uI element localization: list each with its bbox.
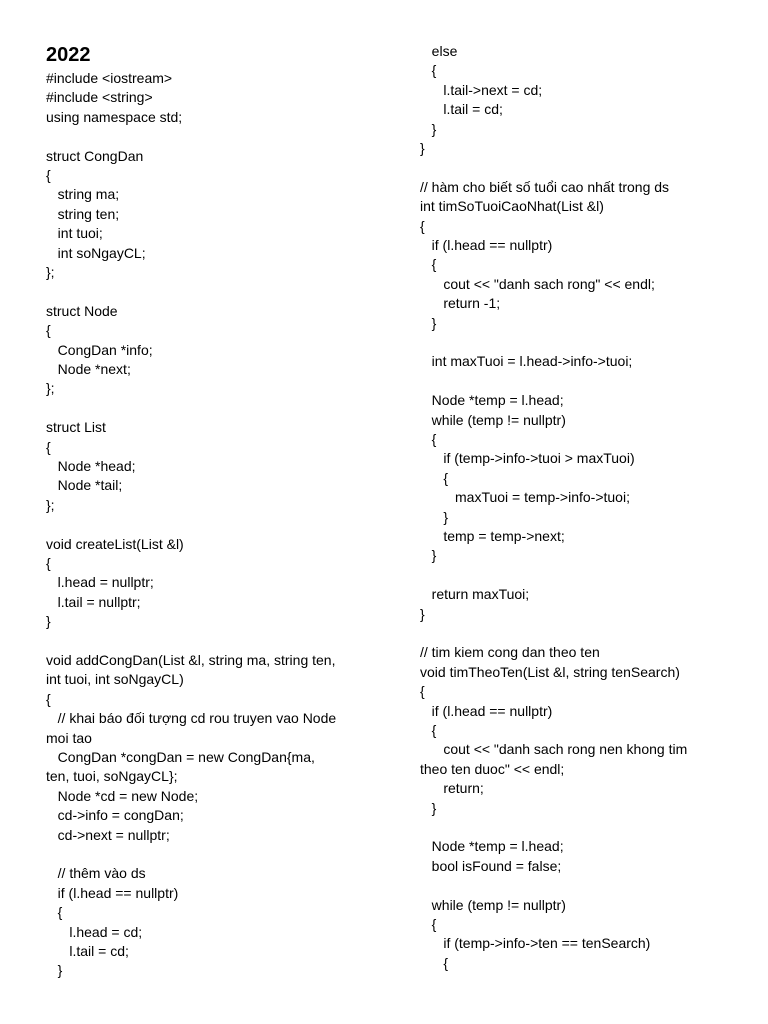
code-line: { <box>46 690 51 707</box>
code-line: if (temp->info->ten == tenSearch) <box>420 935 651 952</box>
code-line: l.tail = cd; <box>420 101 503 118</box>
code-line: l.head = cd; <box>46 923 143 940</box>
code-line: temp = temp->next; <box>420 528 565 544</box>
code-line: struct CongDan <box>46 147 144 164</box>
code-line: return maxTuoi; <box>420 586 530 603</box>
code-line: theo ten duoc" << endl; <box>420 760 565 777</box>
code-line: } <box>46 613 51 630</box>
code-line: struct List <box>46 419 106 436</box>
code-line: struct Node <box>46 302 118 319</box>
code-line: } <box>420 314 437 331</box>
code-line: { <box>420 916 437 932</box>
code-line: Node *temp = l.head; <box>420 838 564 855</box>
code-line: while (temp != nullptr) <box>420 411 566 428</box>
code-line: // khai báo đối tượng cd rou truyen vao Node <box>46 710 337 727</box>
code-line: { <box>46 167 51 183</box>
code-line: if (l.head == nullptr) <box>420 702 553 719</box>
code-line: using namespace std; <box>46 108 183 125</box>
code-line: CongDan *info; <box>46 341 153 358</box>
code-line: Node *next; <box>46 361 131 377</box>
code-line: { <box>420 683 425 700</box>
code-line: cout << "danh sach rong nen khong tim <box>420 741 688 758</box>
code-line: moi tao <box>46 729 92 746</box>
code-line: while (temp != nullptr) <box>420 896 566 913</box>
code-line: return; <box>420 780 484 797</box>
code-line: } <box>420 605 425 622</box>
code-line: CongDan *congDan = new CongDan{ma, <box>46 749 315 765</box>
code-line: ten, tuoi, soNgayCL}; <box>46 768 178 785</box>
code-line: Node *cd = new Node; <box>46 787 199 804</box>
code-line: } <box>420 547 437 564</box>
code-line: Node *head; <box>46 458 136 474</box>
code-line: { <box>420 256 437 273</box>
code-line: // hàm cho biết số tuổi cao nhất trong ds <box>420 178 670 195</box>
code-line: void createList(List &l) <box>46 535 184 552</box>
code-line: return -1; <box>420 295 501 312</box>
code-line: { <box>420 722 437 738</box>
code-line: cd->next = nullptr; <box>46 826 170 843</box>
code-line: } <box>46 962 63 979</box>
code-line: l.tail = nullptr; <box>46 593 141 610</box>
code-line: else <box>420 43 458 59</box>
code-line: }; <box>46 496 55 513</box>
code-line: } <box>420 799 437 816</box>
code-line: { <box>46 322 51 339</box>
code-line: if (l.head == nullptr) <box>46 884 179 901</box>
code-line: Node *temp = l.head; <box>420 392 564 409</box>
code-line: cout << "danh sach rong" << endl; <box>420 275 655 292</box>
code-line: #include <string> <box>46 89 153 106</box>
code-line: }; <box>46 264 55 280</box>
code-line: }; <box>46 380 55 397</box>
code-line: Node *tail; <box>46 477 123 494</box>
code-line: // thêm vào ds <box>46 865 146 882</box>
code-line: { <box>420 431 437 447</box>
code-line: int tuoi; <box>46 225 103 242</box>
code-line: string ma; <box>46 186 120 203</box>
code-line: { <box>420 954 449 971</box>
code-line: l.head = nullptr; <box>46 574 154 591</box>
code-line: l.tail->next = cd; <box>420 81 543 98</box>
code-line: #include <iostream> <box>46 70 173 86</box>
code-line: } <box>420 508 449 525</box>
code-line: { <box>46 904 63 921</box>
code-line: } <box>420 120 437 137</box>
code-line: if (temp->info->tuoi > maxTuoi) <box>420 450 635 467</box>
code-line: int maxTuoi = l.head->info->tuoi; <box>420 353 633 370</box>
code-line: cd->info = congDan; <box>46 807 184 824</box>
code-line: int tuoi, int soNgayCL) <box>46 671 184 688</box>
code-line: { <box>46 438 51 455</box>
code-line: { <box>46 555 51 571</box>
code-line: maxTuoi = temp->info->tuoi; <box>420 489 630 506</box>
code-line: bool isFound = false; <box>420 857 562 874</box>
code-line: } <box>420 140 425 156</box>
document-title: 2022 <box>46 44 91 66</box>
code-line: string ten; <box>46 205 120 222</box>
code-line: void timTheoTen(List &l, string tenSearch) <box>420 663 680 680</box>
code-line: int soNgayCL; <box>46 244 146 261</box>
code-line: { <box>420 469 449 486</box>
code-line: // tim kiem cong dan theo ten <box>420 644 600 661</box>
code-line: l.tail = cd; <box>46 943 129 959</box>
code-line: { <box>420 62 437 79</box>
code-line: int timSoTuoiCaoNhat(List &l) <box>420 198 604 215</box>
code-line: { <box>420 217 425 234</box>
code-line: if (l.head == nullptr) <box>420 237 553 253</box>
code-line: void addCongDan(List &l, string ma, string ten, <box>46 652 336 668</box>
